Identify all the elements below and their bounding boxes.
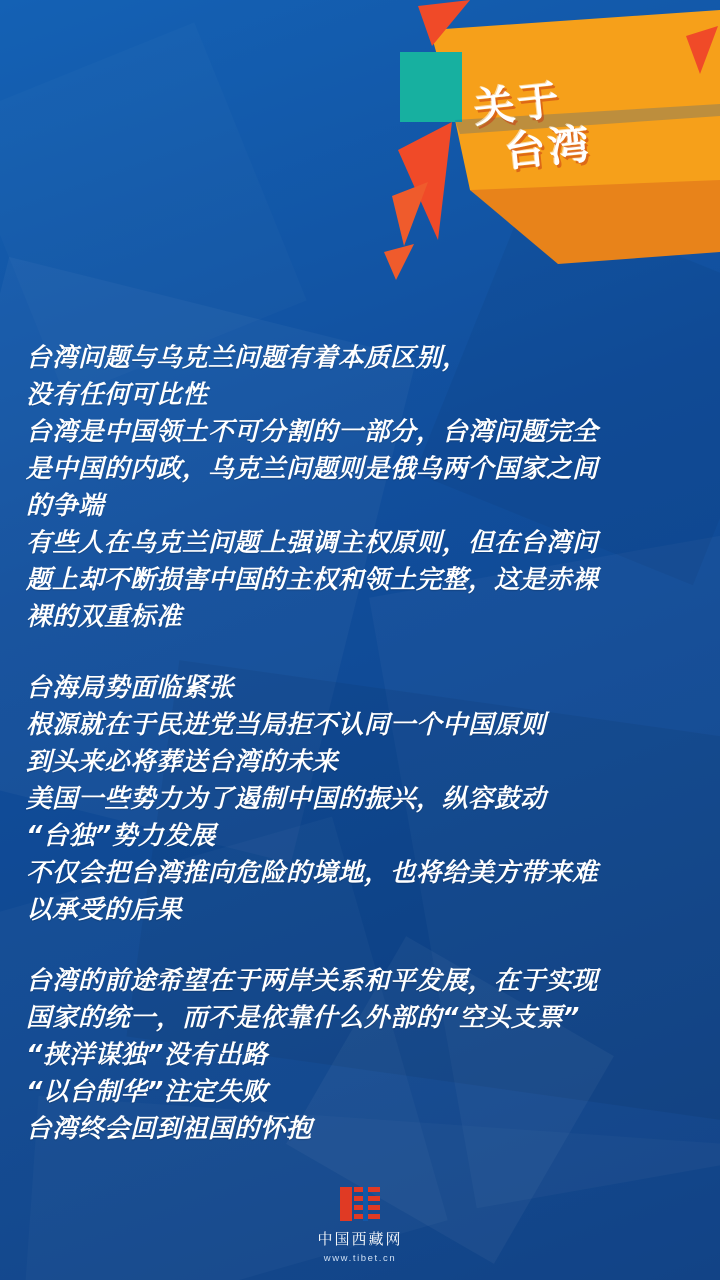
footer	[0, 1184, 720, 1264]
article-body	[26, 340, 694, 1148]
text-line: 没有任何可比性	[26, 380, 209, 410]
paragraph-3	[26, 963, 694, 1148]
teal-square	[400, 52, 462, 122]
red-triangle-small	[392, 182, 428, 246]
text-line: 台湾的前途希望在于两岸关系和平发展，在于实现	[26, 966, 599, 996]
text-line: 的争端	[26, 491, 105, 521]
red-spark-bottom	[384, 244, 414, 280]
page-title-line-2: 台湾	[502, 119, 595, 177]
text-line: 国家的统一，而不是依靠什么外部的“空头支票”	[26, 1003, 580, 1033]
text-line: 台湾问题与乌克兰问题有着本质区别，	[26, 343, 469, 373]
text-line: “挟洋谋独”没有出路	[26, 1040, 268, 1070]
text-line: 不仅会把台湾推向危险的境地，也将给美方带来难	[26, 858, 599, 888]
text-line: 美国一些势力为了遏制中国的振兴，纵容鼓动	[26, 784, 547, 814]
text-line: 有些人在乌克兰问题上强调主权原则，但在台湾问	[26, 528, 599, 558]
text-line: “以台制华”注定失败	[26, 1077, 268, 1107]
site-url: www.tibet.cn	[323, 1253, 397, 1264]
text-line: “台独”势力发展	[26, 821, 216, 851]
paragraph-2	[26, 670, 694, 929]
text-line: 根源就在于民进党当局拒不认同一个中国原则	[26, 710, 547, 740]
page-title	[456, 47, 678, 198]
header-graphic	[0, 0, 720, 300]
site-name: 中国西藏网	[317, 1230, 403, 1248]
page-title-line-1: 关于	[471, 75, 565, 133]
logo-svg	[339, 1185, 381, 1223]
text-line: 台湾终会回到祖国的怀抱	[26, 1114, 313, 1144]
text-line: 台海局势面临紧张	[26, 673, 235, 703]
text-line: 是中国的内政，乌克兰问题则是俄乌两个国家之间	[26, 454, 599, 484]
site-logo-icon	[338, 1184, 382, 1224]
text-line: 裸的双重标准	[26, 602, 183, 632]
text-line: 台湾是中国领土不可分割的一部分，台湾问题完全	[26, 417, 599, 447]
text-line: 以承受的后果	[26, 895, 183, 925]
paragraph-1	[26, 340, 694, 636]
text-line: 到头来必将葬送台湾的未来	[26, 747, 339, 777]
text-line: 题上却不断损害中国的主权和领土完整，这是赤裸	[26, 565, 599, 595]
